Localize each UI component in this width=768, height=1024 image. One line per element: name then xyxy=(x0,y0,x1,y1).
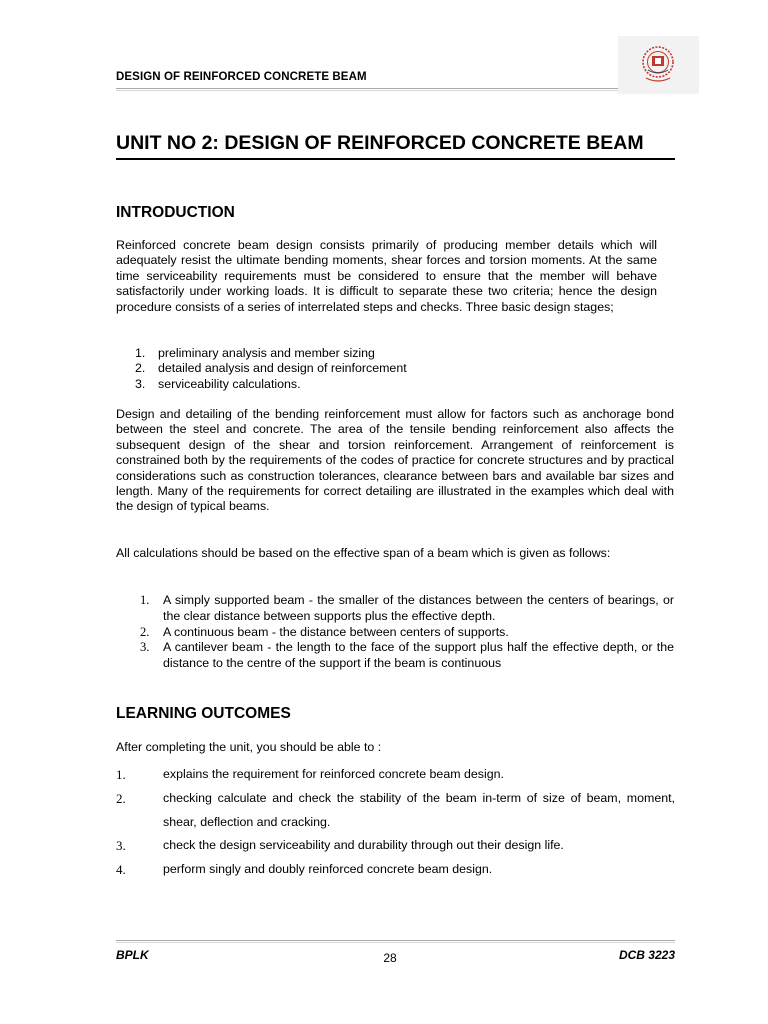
institution-logo xyxy=(618,36,699,94)
institution-crest-icon xyxy=(638,44,678,86)
footer-rule xyxy=(116,940,675,941)
running-header-title: DESIGN OF REINFORCED CONCRETE BEAM xyxy=(116,71,367,83)
page-number: 28 xyxy=(383,951,397,965)
list-item: 1. preliminary analysis and member sizing xyxy=(135,346,375,360)
introduction-heading: INTRODUCTION xyxy=(116,204,235,221)
footer-course-code: DCB 3223 xyxy=(618,948,675,962)
effective-span-list xyxy=(116,593,674,672)
header-rule-secondary xyxy=(116,90,618,91)
intro-paragraph-2: Design and detailing of the bending reinforcement must allow for factors such as anchorage bond between the steel and concrete. The area of the tensile bending reinforcement also affects the subsequent design of the shear and torsion reinforcement. Arrangement of reinforcement is constrained both by the requirements of the codes of practice for concrete structures and by practical considerations such as construction tolerances, clearance between bars and available bar sizes and length. Many of the requirements for correct detailing are illustrated in the examples which deal with the design of typical beams. xyxy=(116,407,674,514)
unit-title-underline xyxy=(116,158,675,160)
intro-paragraph-3: All calculations should be based on the effective span of a beam which is given as follows: xyxy=(116,546,611,560)
header-rule xyxy=(116,88,618,89)
list-item: 1. A simply supported beam - the smaller of the distances between the centers of bearings, or the clear distance between supports plus the effective depth. xyxy=(140,593,674,623)
list-item: 1. explains the requirement for reinforced concrete beam design. xyxy=(116,767,504,782)
learning-outcomes-heading: LEARNING OUTCOMES xyxy=(116,705,291,722)
list-item: 4. perform singly and doubly reinforced concrete beam design. xyxy=(116,862,493,878)
list-item: 3. A cantilever beam - the length to the face of the support plus half the effective depth, or the distance to the centre of the support if the beam is continuous xyxy=(140,640,674,671)
intro-paragraph-1: Reinforced concrete beam design consists primarily of producing member details which will adequately resist the ultimate bending moments, shear forces and torsion moments. At the same time serviceability requirements must be considered to ensure that the member will behave satisfactorily under working loads. It is difficult to separate these two criteria; hence the design procedure consists of a series of interrelated steps and checks. Three basic design stages; xyxy=(116,238,657,314)
learning-outcomes-list xyxy=(116,763,675,882)
footer-left-label: BPLK xyxy=(116,948,149,962)
footer-rule-secondary xyxy=(116,942,675,943)
list-item: 2. checking calculate and check the stability of the beam in-term of size of beam, moment, shear, deflection and cracking. xyxy=(116,790,675,829)
design-stages-list xyxy=(116,346,407,392)
list-item: 2. A continuous beam - the distance between centers of supports. xyxy=(140,624,509,639)
list-item: 2. detailed analysis and design of reinforcement xyxy=(135,361,407,376)
outcomes-intro: After completing the unit, you should be able to : xyxy=(116,740,382,754)
unit-title: UNIT NO 2: DESIGN OF REINFORCED CONCRETE BEAM xyxy=(116,132,644,154)
list-item: 3. check the design serviceability and durability through out their design life. xyxy=(116,838,564,854)
list-item: 3. serviceability calculations. xyxy=(135,376,301,391)
